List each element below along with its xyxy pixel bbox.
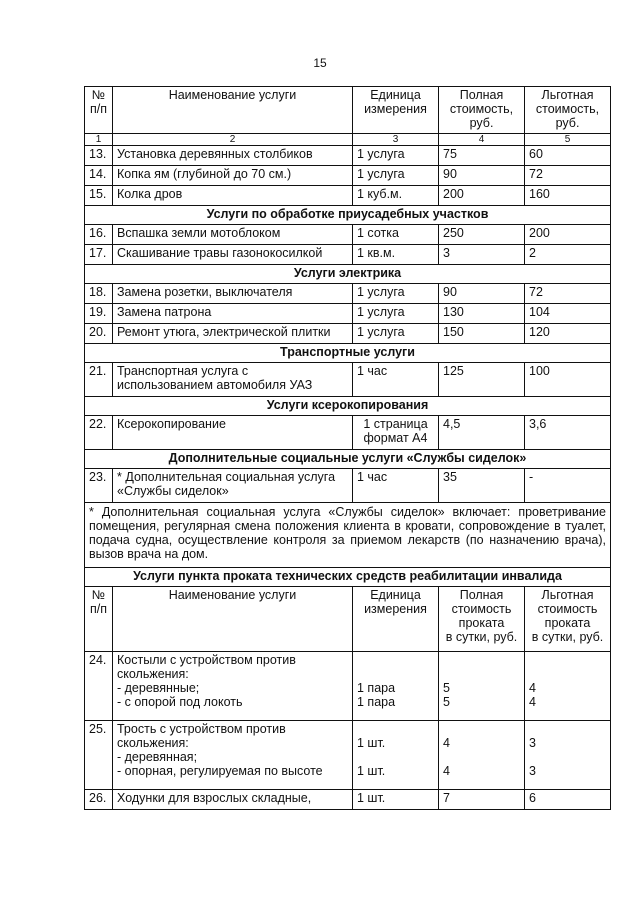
header-unit: Единица измерения: [353, 87, 439, 134]
discount-price: 104: [525, 304, 611, 324]
discount-price-line: [529, 667, 606, 681]
service-name-line: Костыли с устройством против: [117, 653, 296, 667]
full-price: 4,5: [439, 416, 525, 450]
full-price-line: 4: [443, 736, 450, 750]
service-name: Скашивание травы газонокосилкой: [113, 245, 353, 265]
service-name: Вспашка земли мотоблоком: [113, 225, 353, 245]
section-heading: [85, 450, 611, 469]
table-row: [85, 721, 611, 790]
unit: 1 куб.м.: [353, 186, 439, 206]
unit-line: 1 пара: [357, 695, 396, 709]
row-number: 24.: [85, 652, 113, 721]
service-name: Транспортная услуга с использованием автомобиля УАЗ: [113, 363, 353, 397]
table-row: [85, 146, 611, 166]
unit: 1 услуга: [353, 146, 439, 166]
section-heading: [85, 265, 611, 284]
section-heading: [85, 206, 611, 225]
row-number: 22.: [85, 416, 113, 450]
row-number: 26.: [85, 790, 113, 810]
service-name: Копка ям (глубиной до 70 см.): [113, 166, 353, 186]
page-number: 15: [313, 56, 327, 70]
row-number: 19.: [85, 304, 113, 324]
full-price: 75: [439, 146, 525, 166]
service-name-line: скольжения:: [117, 667, 189, 681]
table-row: [85, 284, 611, 304]
section-heading: [85, 568, 611, 587]
table-row: [85, 166, 611, 186]
unit: 1 кв.м.: [353, 245, 439, 265]
section-title: Транспортные услуги: [85, 344, 611, 363]
column-index: 4: [439, 134, 525, 146]
header-name: Наименование услуги: [113, 87, 353, 134]
unit-line: 1 шт.: [357, 736, 386, 750]
row-number: 18.: [85, 284, 113, 304]
full-price: 90: [439, 284, 525, 304]
row-number: 15.: [85, 186, 113, 206]
table-row: [85, 245, 611, 265]
header-full: Полная стоимость проката в сутки, руб.: [439, 587, 525, 652]
discount-price: 160: [525, 186, 611, 206]
column-index: 1: [85, 134, 113, 146]
section-title: Услуги ксерокопирования: [85, 397, 611, 416]
full-price-line: [443, 722, 520, 736]
discount-price-line: 4: [529, 695, 536, 709]
discount-price: -: [525, 469, 611, 503]
service-name-line: - с опорой под локоть: [117, 695, 243, 709]
section-title: Услуги по обработке приусадебных участков: [85, 206, 611, 225]
full-price: 250: [439, 225, 525, 245]
full-price-line: 5: [443, 681, 450, 695]
table-row: [85, 186, 611, 206]
unit-line: [357, 722, 434, 736]
discount-price: 72: [525, 284, 611, 304]
row-number: 13.: [85, 146, 113, 166]
footnote: * Дополнительная социальная услуга «Службы сиделок» включает: проветривание помещения, регулярная смена положения клиента в кровати, сопровождение в туалет, подача судна, осуществление контроля за приемом лекарств (по назначению врача), вызов врача на дом.: [85, 503, 611, 568]
full-price: 90: [439, 166, 525, 186]
price-table: [84, 86, 611, 810]
full-price: 130: [439, 304, 525, 324]
header-full: Полная стоимость, руб.: [439, 87, 525, 134]
unit: 1 услуга: [353, 304, 439, 324]
discount-price: 60: [525, 146, 611, 166]
column-index: 2: [113, 134, 353, 146]
discount-price-line: [529, 750, 606, 764]
header-num: № п/п: [85, 87, 113, 134]
discount-price: 2: [525, 245, 611, 265]
row-number: 23.: [85, 469, 113, 503]
service-name: [113, 721, 353, 790]
service-name: Ходунки для взрослых складные,: [113, 790, 353, 810]
column-index-row: [85, 134, 611, 146]
footnote-row: [85, 503, 611, 568]
section-heading: [85, 344, 611, 363]
header-discount: Льготная стоимость проката в сутки, руб.: [525, 587, 611, 652]
unit: 1 шт.: [353, 790, 439, 810]
table-row: [85, 304, 611, 324]
service-name: Замена розетки, выключателя: [113, 284, 353, 304]
unit: 1 час: [353, 363, 439, 397]
unit-line: [357, 667, 434, 681]
discount-price-line: [529, 722, 606, 736]
section-title: Услуги пункта проката технических средств реабилитации инвалида: [85, 568, 611, 587]
service-name: * Дополнительная социальная услуга «Службы сиделок»: [113, 469, 353, 503]
row-number: 25.: [85, 721, 113, 790]
row-number: 17.: [85, 245, 113, 265]
full-price: 35: [439, 469, 525, 503]
header-discount: Льготная стоимость, руб.: [525, 87, 611, 134]
unit: [353, 721, 439, 790]
service-name-line: скольжения:: [117, 736, 189, 750]
service-name: Ремонт утюга, электрической плитки: [113, 324, 353, 344]
unit-line: 1 шт.: [357, 764, 386, 778]
discount-price: [525, 721, 611, 790]
table-header: [85, 87, 611, 134]
table-row: [85, 416, 611, 450]
service-name: Установка деревянных столбиков: [113, 146, 353, 166]
full-price: [439, 721, 525, 790]
full-price: 3: [439, 245, 525, 265]
unit-line: [357, 653, 434, 667]
header-unit: Единица измерения: [353, 587, 439, 652]
row-number: 21.: [85, 363, 113, 397]
discount-price-line: 4: [529, 681, 536, 695]
service-name-line: - деревянная;: [117, 750, 198, 764]
unit-line: 1 пара: [357, 681, 396, 695]
discount-price: 120: [525, 324, 611, 344]
full-price-line: [443, 653, 520, 667]
service-name-line: Трость с устройством против: [117, 722, 286, 736]
unit: 1 час: [353, 469, 439, 503]
full-price-line: [443, 750, 520, 764]
table-row: [85, 652, 611, 721]
discount-price: 3,6: [525, 416, 611, 450]
column-index: 5: [525, 134, 611, 146]
full-price: 7: [439, 790, 525, 810]
discount-price: 72: [525, 166, 611, 186]
service-name: Колка дров: [113, 186, 353, 206]
service-name: Ксерокопирование: [113, 416, 353, 450]
table-row: [85, 790, 611, 810]
section-title: Дополнительные социальные услуги «Службы сиделок»: [85, 450, 611, 469]
full-price: [439, 652, 525, 721]
discount-price-line: 3: [529, 764, 536, 778]
discount-price: 6: [525, 790, 611, 810]
column-index: 3: [353, 134, 439, 146]
row-number: 20.: [85, 324, 113, 344]
row-number: 16.: [85, 225, 113, 245]
unit: 1 услуга: [353, 284, 439, 304]
full-price: 150: [439, 324, 525, 344]
service-name-line: - опорная, регулируемая по высоте: [117, 764, 323, 778]
service-name: Замена патрона: [113, 304, 353, 324]
header-num: № п/п: [85, 587, 113, 652]
unit: 1 сотка: [353, 225, 439, 245]
service-name-line: - деревянные;: [117, 681, 200, 695]
service-name: [113, 652, 353, 721]
unit: 1 страница формат А4: [353, 416, 439, 450]
full-price-line: 5: [443, 695, 450, 709]
discount-price-line: [529, 653, 606, 667]
header-name: Наименование услуги: [113, 587, 353, 652]
full-price: 125: [439, 363, 525, 397]
discount-price: 100: [525, 363, 611, 397]
table-row: [85, 363, 611, 397]
full-price-line: [443, 667, 520, 681]
table-row: [85, 469, 611, 503]
unit: 1 услуга: [353, 324, 439, 344]
row-number: 14.: [85, 166, 113, 186]
rental-table-header: [85, 587, 611, 652]
table-row: [85, 324, 611, 344]
section-heading: [85, 397, 611, 416]
unit: 1 услуга: [353, 166, 439, 186]
unit-line: [357, 750, 434, 764]
full-price: 200: [439, 186, 525, 206]
full-price-line: 4: [443, 764, 450, 778]
table-row: [85, 225, 611, 245]
discount-price-line: 3: [529, 736, 536, 750]
discount-price: [525, 652, 611, 721]
discount-price: 200: [525, 225, 611, 245]
section-title: Услуги электрика: [85, 265, 611, 284]
unit: [353, 652, 439, 721]
